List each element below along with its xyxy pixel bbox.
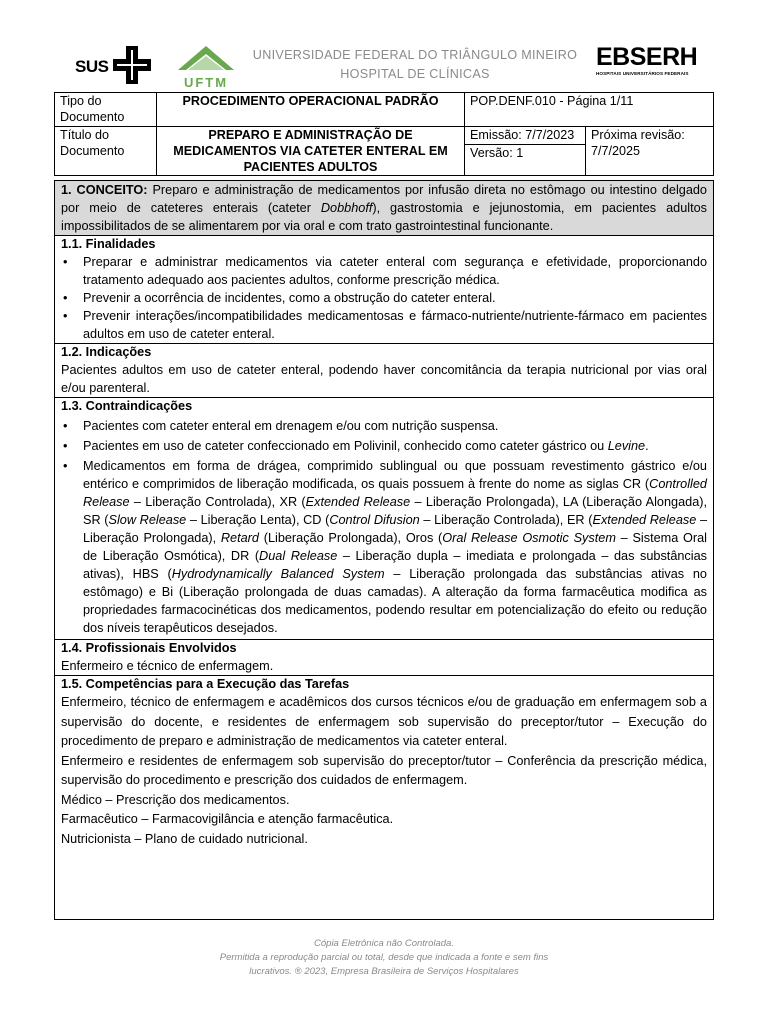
item3-segment: – Liberação Lenta), CD ( (186, 513, 330, 527)
item3-segment: Dual Release (259, 549, 338, 563)
revisao-label: Próxima revisão: (591, 128, 685, 142)
item2-text-em: Levine (607, 439, 646, 453)
concept-title: 1. CONCEITO: (61, 183, 148, 197)
sus-logo (75, 44, 155, 88)
item3-segment: (Liberação Prolongada), Oros ( (258, 531, 443, 545)
content-box (54, 180, 714, 920)
building-icon (174, 42, 238, 72)
institution-line-1: UNIVERSIDADE FEDERAL DO TRIÂNGULO MINEIRO (252, 48, 578, 62)
list-item: • Prevenir a ocorrência de incidentes, como a obstrução do cateter enteral. (61, 289, 707, 307)
proxima-revisao (586, 127, 714, 176)
ebserh-logo (596, 44, 696, 84)
document-info-table (54, 92, 714, 176)
institution-line-2: HOSPITAL DE CLÍNICAS (340, 67, 490, 81)
item3-segment: Extended Release (305, 495, 411, 509)
indicacoes-title: 1.2. Indicações (61, 345, 152, 359)
list-item: • Pacientes com cateter enteral em drenagem e/ou com nutrição suspensa. (61, 417, 707, 435)
item3-segment: Hydrodynamically Balanced System (171, 567, 385, 581)
item3-segment: – Liberação Controlada), XR ( (129, 495, 306, 509)
concept-section (55, 181, 713, 236)
finalidades-section (55, 236, 713, 344)
ebserh-logo-subtitle: HOSPITAIS UNIVERSITÁRIOS FEDERAIS (596, 71, 689, 76)
profissionais-text: Enfermeiro e técnico de enfermagem. (61, 659, 274, 673)
uftm-logo (174, 42, 238, 88)
emissao-date: Emissão: 7/7/2023 (465, 127, 586, 145)
item3-segment: – Liberação Prolongada), LA (Liberação Alongada), SR ( (83, 495, 708, 527)
uftm-logo-text: UFTM (183, 75, 229, 90)
concept-text-a: Preparo e administração de medicamentos por infusão direta no estômago ou intestino delgado por meio de cateteres enterais (cateter (61, 183, 707, 215)
competencias-title: 1.5. Competências para a Execução das Tarefas (61, 677, 350, 691)
item3-segment: Extended Release (592, 513, 697, 527)
indicacoes-text: Pacientes adultos em uso de cateter enteral, podendo haver concomitância da terapia nutricional por vias oral e/ou parenteral. (61, 363, 707, 395)
item3-segment: – Sistema Oral de Liberação Osmótica), DR ( (83, 531, 707, 563)
competencias-paragraph: Médico – Prescrição dos medicamentos. (61, 792, 290, 807)
finalidades-list (61, 253, 707, 343)
list-item (61, 437, 707, 455)
item3-segment: Controlled Release (83, 477, 707, 509)
item3-segment: – Liberação Prolongada), (83, 513, 708, 545)
item3-segment: Control Difusion (329, 513, 420, 527)
competencias-section (55, 676, 713, 849)
competencias-paragraph: Nutricionista – Plano de cuidado nutricional. (61, 831, 308, 846)
item3-segment: Retard (220, 531, 259, 545)
revisao-date: 7/7/2025 (591, 144, 641, 158)
item3-segment: Oral Release Osmotic System (442, 531, 616, 545)
versao: Versão: 1 (465, 145, 586, 176)
tipo-value: PROCEDIMENTO OPERACIONAL PADRÃO (157, 93, 465, 127)
item3-segment: – Liberação dupla – imediata e prolongada – das substâncias ativas), HBS ( (83, 549, 707, 581)
item2-text-b: . (645, 439, 649, 453)
item3-segment: Slow Release (108, 513, 187, 527)
sus-logo-text: SUS (75, 57, 109, 76)
item3-segment: Medicamentos em forma de drágea, comprimido sublingual ou que possuam revestimento gástrico e/ou entérico e comprimidos de liberação modificada, os quais possuem à frente do nome as siglas CR ( (83, 459, 707, 491)
competencias-paragraph: Farmacêutico – Farmacovigilância e atenção farmacêutica. (61, 812, 394, 826)
institution-name (245, 46, 585, 84)
concept-text-em: Dobbhoff (320, 201, 373, 215)
profissionais-title: 1.4. Profissionais Envolvidos (61, 641, 237, 655)
item3-segment: – Liberação Controlada), ER ( (419, 513, 593, 527)
titulo-value: PREPARO E ADMINISTRAÇÃO DE MEDICAMENTOS VIA CATETER ENTERAL EM PACIENTES ADULTOS (157, 127, 465, 176)
finalidades-title: 1.1. Finalidades (61, 237, 156, 251)
contraindicacoes-list (61, 417, 707, 637)
tipo-label: Tipo do Documento (55, 93, 157, 127)
concept-text-b: ), gastrostomia e jejunostomia, em pacientes adultos impossibilitados de se alimentarem por via oral e com trato gastrointestinal funcionante. (61, 201, 707, 233)
list-item (61, 457, 707, 637)
competencias-paragraph: Enfermeiro, técnico de enfermagem e acadêmicos dos cursos técnicos e/ou de graduação em enfermagem sob a supervisão do docente, e residentes de enfermagem sob supervisão do preceptor/tutor – Execução do procedimento de preparo e administração de medicamentos via cateter enteral. (61, 695, 707, 748)
cross-icon (111, 44, 153, 86)
document-code: POP.DENF.010 - Página 1/11 (465, 93, 714, 127)
footer-line-2: Permitida a reprodução parcial ou total, desde que indicada a fonte e sem fins (219, 952, 549, 963)
footer-line-1: Cópia Eletrônica não Controlada. (314, 938, 454, 949)
profissionais-section (55, 640, 713, 676)
list-item: • Prevenir interações/incompatibilidades medicamentosas e fármaco-nutriente/nutriente-fármaco em pacientes adultos em uso de cateter enteral. (61, 307, 707, 343)
indicacoes-section (55, 344, 713, 398)
list-item: • Preparar e administrar medicamentos via cateter enteral com segurança e efetividade, proporcionando tratamento adequado aos pacientes adultos, conforme prescrição médica. (61, 253, 707, 289)
titulo-label: Título do Documento (55, 127, 157, 176)
competencias-paragraph: Enfermeiro e residentes de enfermagem sob supervisão do preceptor/tutor – Conferência da prescrição médica, supervisão do procedimento e prescrição dos cuidados de enfermagem. (61, 753, 707, 787)
item2-text-a: Pacientes em uso de cateter confeccionado em Polivinil, conhecido como cateter gástrico ou (83, 439, 608, 453)
contraindicacoes-section (55, 398, 713, 640)
contraindicacoes-title: 1.3. Contraindicações (61, 399, 193, 413)
footer-line-3: lucrativos. ® 2023, Empresa Brasileira de Serviços Hospitalares (249, 966, 519, 977)
item3-segment: – Liberação prolongada das substâncias ativas no estômago) e Bi (Liberação prolongada de duas camadas). A alteração da forma farmacêutica modifica as propriedades farmacocinéticas dos medicamentos, podendo resultar em potencialização do efeito ou redução dos níveis terapêuticos desejados. (83, 567, 707, 635)
ebserh-logo-text: EBSERH (596, 43, 698, 71)
footer (184, 937, 584, 979)
